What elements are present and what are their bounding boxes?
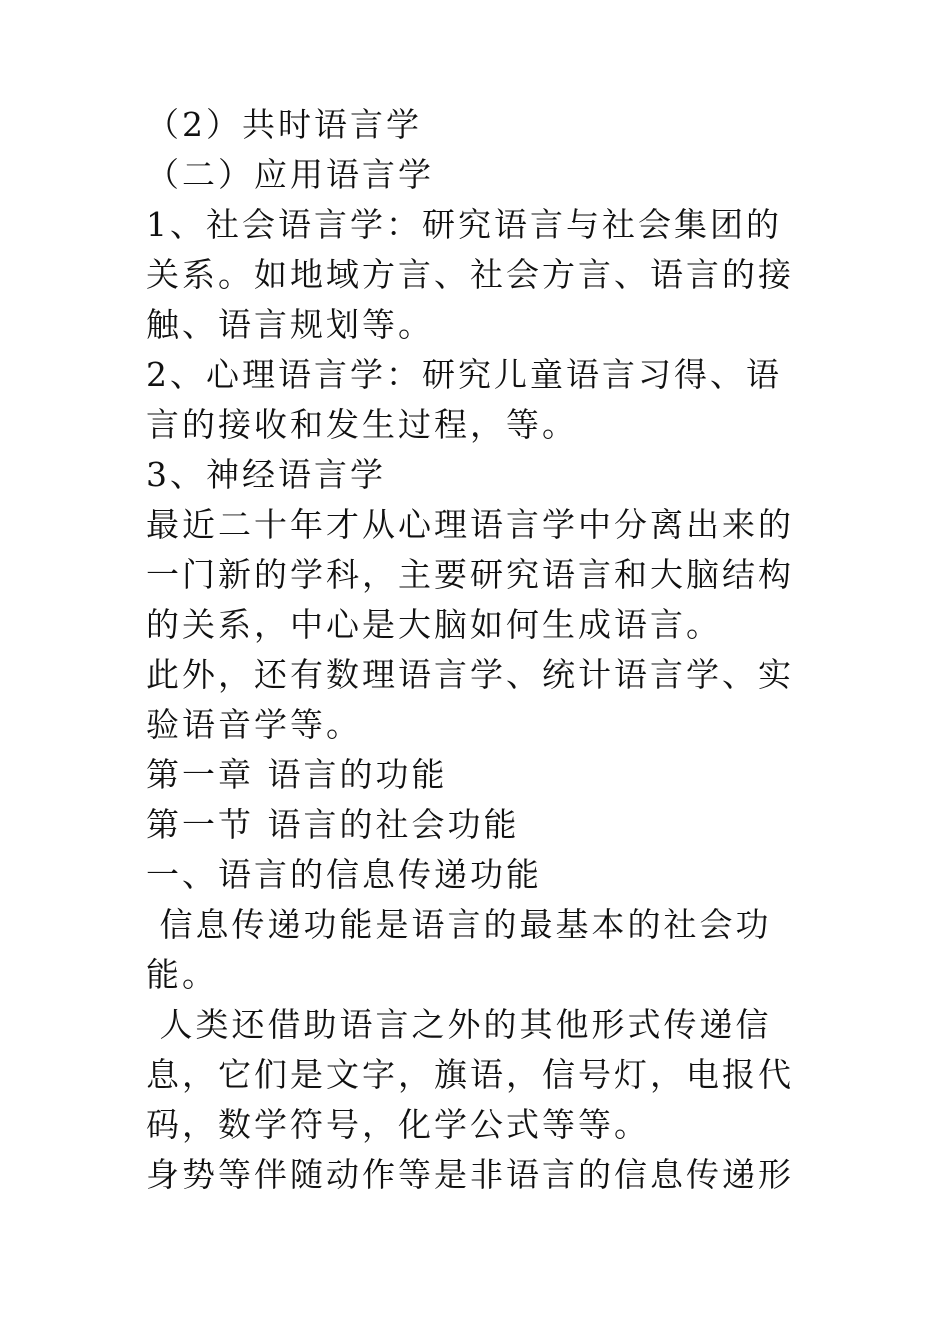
document-body (146, 100, 811, 1200)
paragraph-other-branches: 此外，还有数理语言学、统计语言学、实验语音学等。 (146, 655, 794, 744)
heading-synchronic-linguistics: （2）共时语言学 (146, 105, 422, 144)
paragraph-neurolinguistics: 最近二十年才从心理语言学中分离出来的一门新的学科，主要研究语言和大脑结构的关系，中心是大脑如何生成语言。 (146, 505, 794, 644)
paragraph-info-function: 信息传递功能是语言的最基本的社会功能。 (146, 905, 772, 994)
chapter-title: 第一章 语言的功能 (146, 755, 448, 794)
paragraph-other-forms: 人类还借助语言之外的其他形式传递信息，它们是文字，旗语，信号灯，电报代码，数学符号，化学公式等等。 (146, 1005, 794, 1144)
paragraph-body-language: 身势等伴随动作等是非语言的信息传递形 (146, 1155, 794, 1194)
heading-applied-linguistics: （二）应用语言学 (146, 155, 434, 194)
paragraph-sociolinguistics: 1、社会语言学：研究语言与社会集团的关系。如地域方言、社会方言、语言的接触、语言规划等。 (146, 205, 794, 344)
paragraph-psycholinguistics: 2、心理语言学：研究儿童语言习得、语言的接收和发生过程，等。 (146, 355, 782, 444)
heading-neurolinguistics: 3、神经语言学 (146, 455, 386, 494)
subsection-title: 一、语言的信息传递功能 (146, 855, 542, 894)
section-title: 第一节 语言的社会功能 (146, 805, 520, 844)
